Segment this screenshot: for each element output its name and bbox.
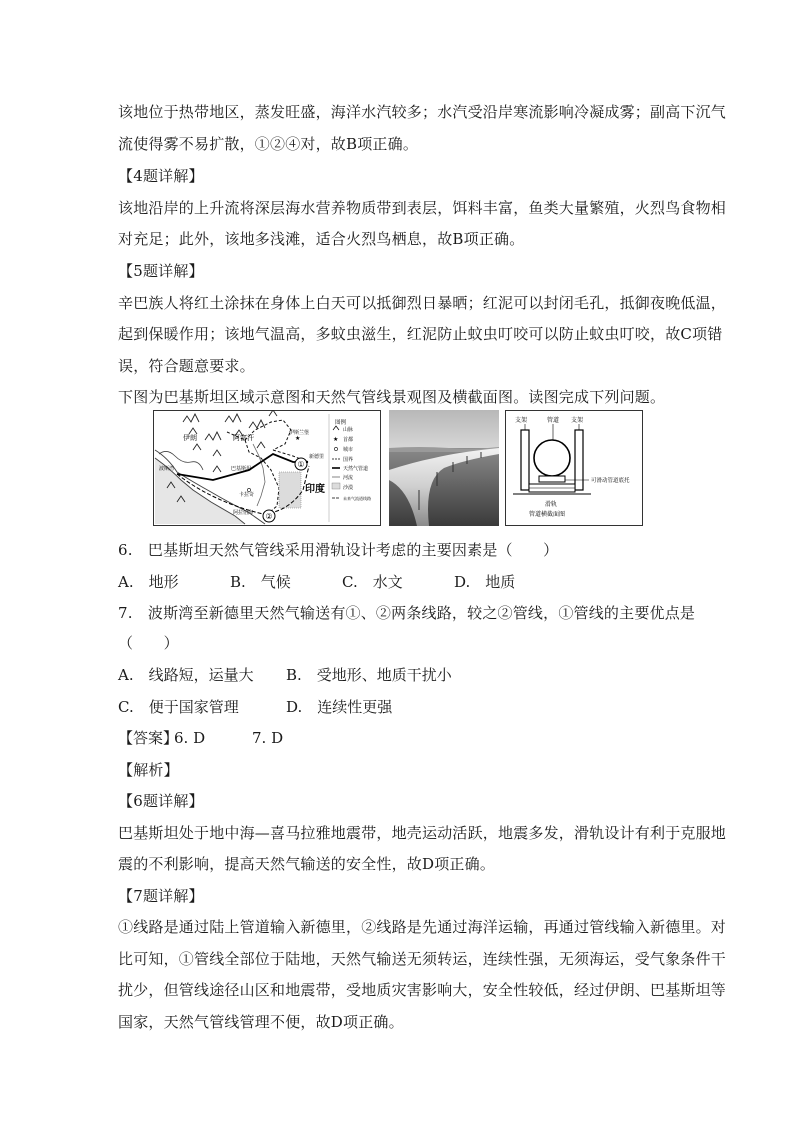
question-6-stem: 6. 巴基斯坦天然气管线采用滑轨设计考虑的主要因素是（ ） [118, 541, 559, 559]
legend-mountain: 山脉 [343, 427, 354, 433]
paragraph-line: 误，符合题意要求。 [118, 357, 255, 375]
section-heading-5: 【5题详解】 [118, 262, 204, 280]
route-label-2: ② [265, 512, 273, 521]
paragraph-line: 该地沿岸的上升流将深层海水营养物质带到表层，饵料丰富，鱼类大量繁殖，火烈鸟食物相 [118, 199, 727, 217]
paragraph-line: 扰少，但管线途径山区和地震带，受地质灾害影响大，安全性较低，经过伊朗、巴基斯坦等 [118, 981, 727, 999]
label-pipe: 管道 [547, 417, 560, 424]
paragraph-line: 起到保暖作用；该地气温高，多蚊虫滋生，红泥防止蚊虫叮咬可以防止蚊虫叮咬，故C项错 [118, 325, 723, 343]
legend-river: 河流 [343, 475, 354, 481]
map-label-new-delhi: 新德里 [309, 454, 325, 460]
analysis-heading: 【解析】 [118, 761, 179, 779]
figure-intro: 下图为巴基斯坦区域示意图和天然气管线景观图及横截面图。读图完成下列问题。 [118, 388, 666, 406]
paragraph-line: 震的不利影响，提高天然气输送的安全性，故D项正确。 [118, 855, 496, 873]
answer-q6: 6. D [174, 729, 206, 747]
map-label-afghanistan: 阿富汗 [233, 434, 254, 442]
paragraph-line: 该地位于热带地区，蒸发旺盛，海洋水汽较多；水汽受沿岸寒流影响冷凝成雾；副高下沉气 [118, 103, 727, 121]
map-label-persian-gulf: 波斯湾 [159, 466, 175, 472]
label-support-right: 支架 [571, 417, 584, 424]
legend-future-route: 未来气流道线路 [343, 496, 371, 501]
paragraph-line: 巴基斯坦处于地中海—喜马拉雅地震带，地壳运动活跃，地震多发，滑轨设计有利于克服地 [118, 824, 727, 842]
svg-text:★: ★ [333, 436, 339, 443]
question-7-option-c: C. 便于国家管理 [118, 698, 239, 716]
label-support-left: 支架 [515, 417, 528, 424]
question-7-option-b: B. 受地形、地质干扰小 [286, 666, 452, 684]
legend-desert: 沙漠 [343, 485, 354, 491]
paragraph-line: 对充足；此外，该地多浅滩，适合火烈鸟栖息，故B项正确。 [118, 230, 525, 248]
answer-q7: 7. D [252, 729, 284, 747]
label-rail: 滑轨 [545, 501, 558, 508]
answer-label: 【答案】 [118, 729, 179, 747]
paragraph-line: ①线路是通过陆上管道输入新德里，②线路是先通过海洋运输，再通过管线输入新德里。对 [118, 918, 727, 936]
section-heading-6: 【6题详解】 [118, 792, 204, 810]
map-label-pakistan: 巴基斯坦 [231, 466, 252, 472]
map-label-iran: 伊朗 [183, 434, 197, 442]
map-label-karachi: 卡拉奇 [239, 492, 255, 498]
question-6-option-c: C. 水文 [342, 573, 403, 591]
section-heading-7: 【7题详解】 [118, 887, 204, 905]
legend-border: 国界 [343, 457, 354, 463]
paragraph-line: 比可知，①管线全部位于陆地，天然气输送无须转运，连续性强，无须海运，受气象条件干 [118, 950, 727, 968]
paragraph-line: 国家，天然气管线管理不便，故D项正确。 [118, 1013, 404, 1031]
legend-city: 城市 [343, 447, 354, 453]
question-6-option-a: A. 地形 [118, 573, 179, 591]
svg-text:★: ★ [295, 435, 301, 442]
legend-pipeline: 天然气管道 [343, 466, 369, 472]
question-6-option-d: D. 地质 [454, 573, 516, 591]
map-label-arabian-sea: 阿拉伯海 [233, 510, 254, 516]
question-7-stem-cont: （ ） [118, 634, 179, 652]
figure-group [153, 410, 643, 526]
map-label-india: 印度 [305, 484, 325, 495]
section-caption: 管道横截面图 [529, 511, 566, 518]
paragraph-line: 辛巴族人将红土涂抹在身体上白天可以抵御烈日暴晒；红泥可以封闭毛孔，抵御夜晚低温， [118, 294, 727, 312]
question-7-option-d: D. 连续性更强 [286, 698, 393, 716]
route-label-1: ① [297, 460, 305, 469]
pipe-cross-section [505, 410, 643, 526]
section-heading-4: 【4题详解】 [118, 167, 204, 185]
question-6-option-b: B. 气候 [230, 573, 291, 591]
paragraph-line: 流使得雾不易扩散，①②④对，故B项正确。 [118, 135, 419, 153]
legend-capital: 首都 [343, 437, 354, 443]
map-label-islamabad: 伊斯兰堡 [289, 430, 310, 436]
region-map [153, 410, 381, 526]
pipeline-photo [389, 410, 499, 526]
legend-title: 图例 [335, 420, 347, 426]
label-sliding-base: 可滑动管道底托 [591, 478, 630, 484]
question-7-option-a: A. 线路短，运量大 [118, 666, 254, 684]
question-7-stem: 7. 波斯湾至新德里天然气输送有①、②两条线路，较之②管线，①管线的主要优点是 [118, 604, 696, 622]
